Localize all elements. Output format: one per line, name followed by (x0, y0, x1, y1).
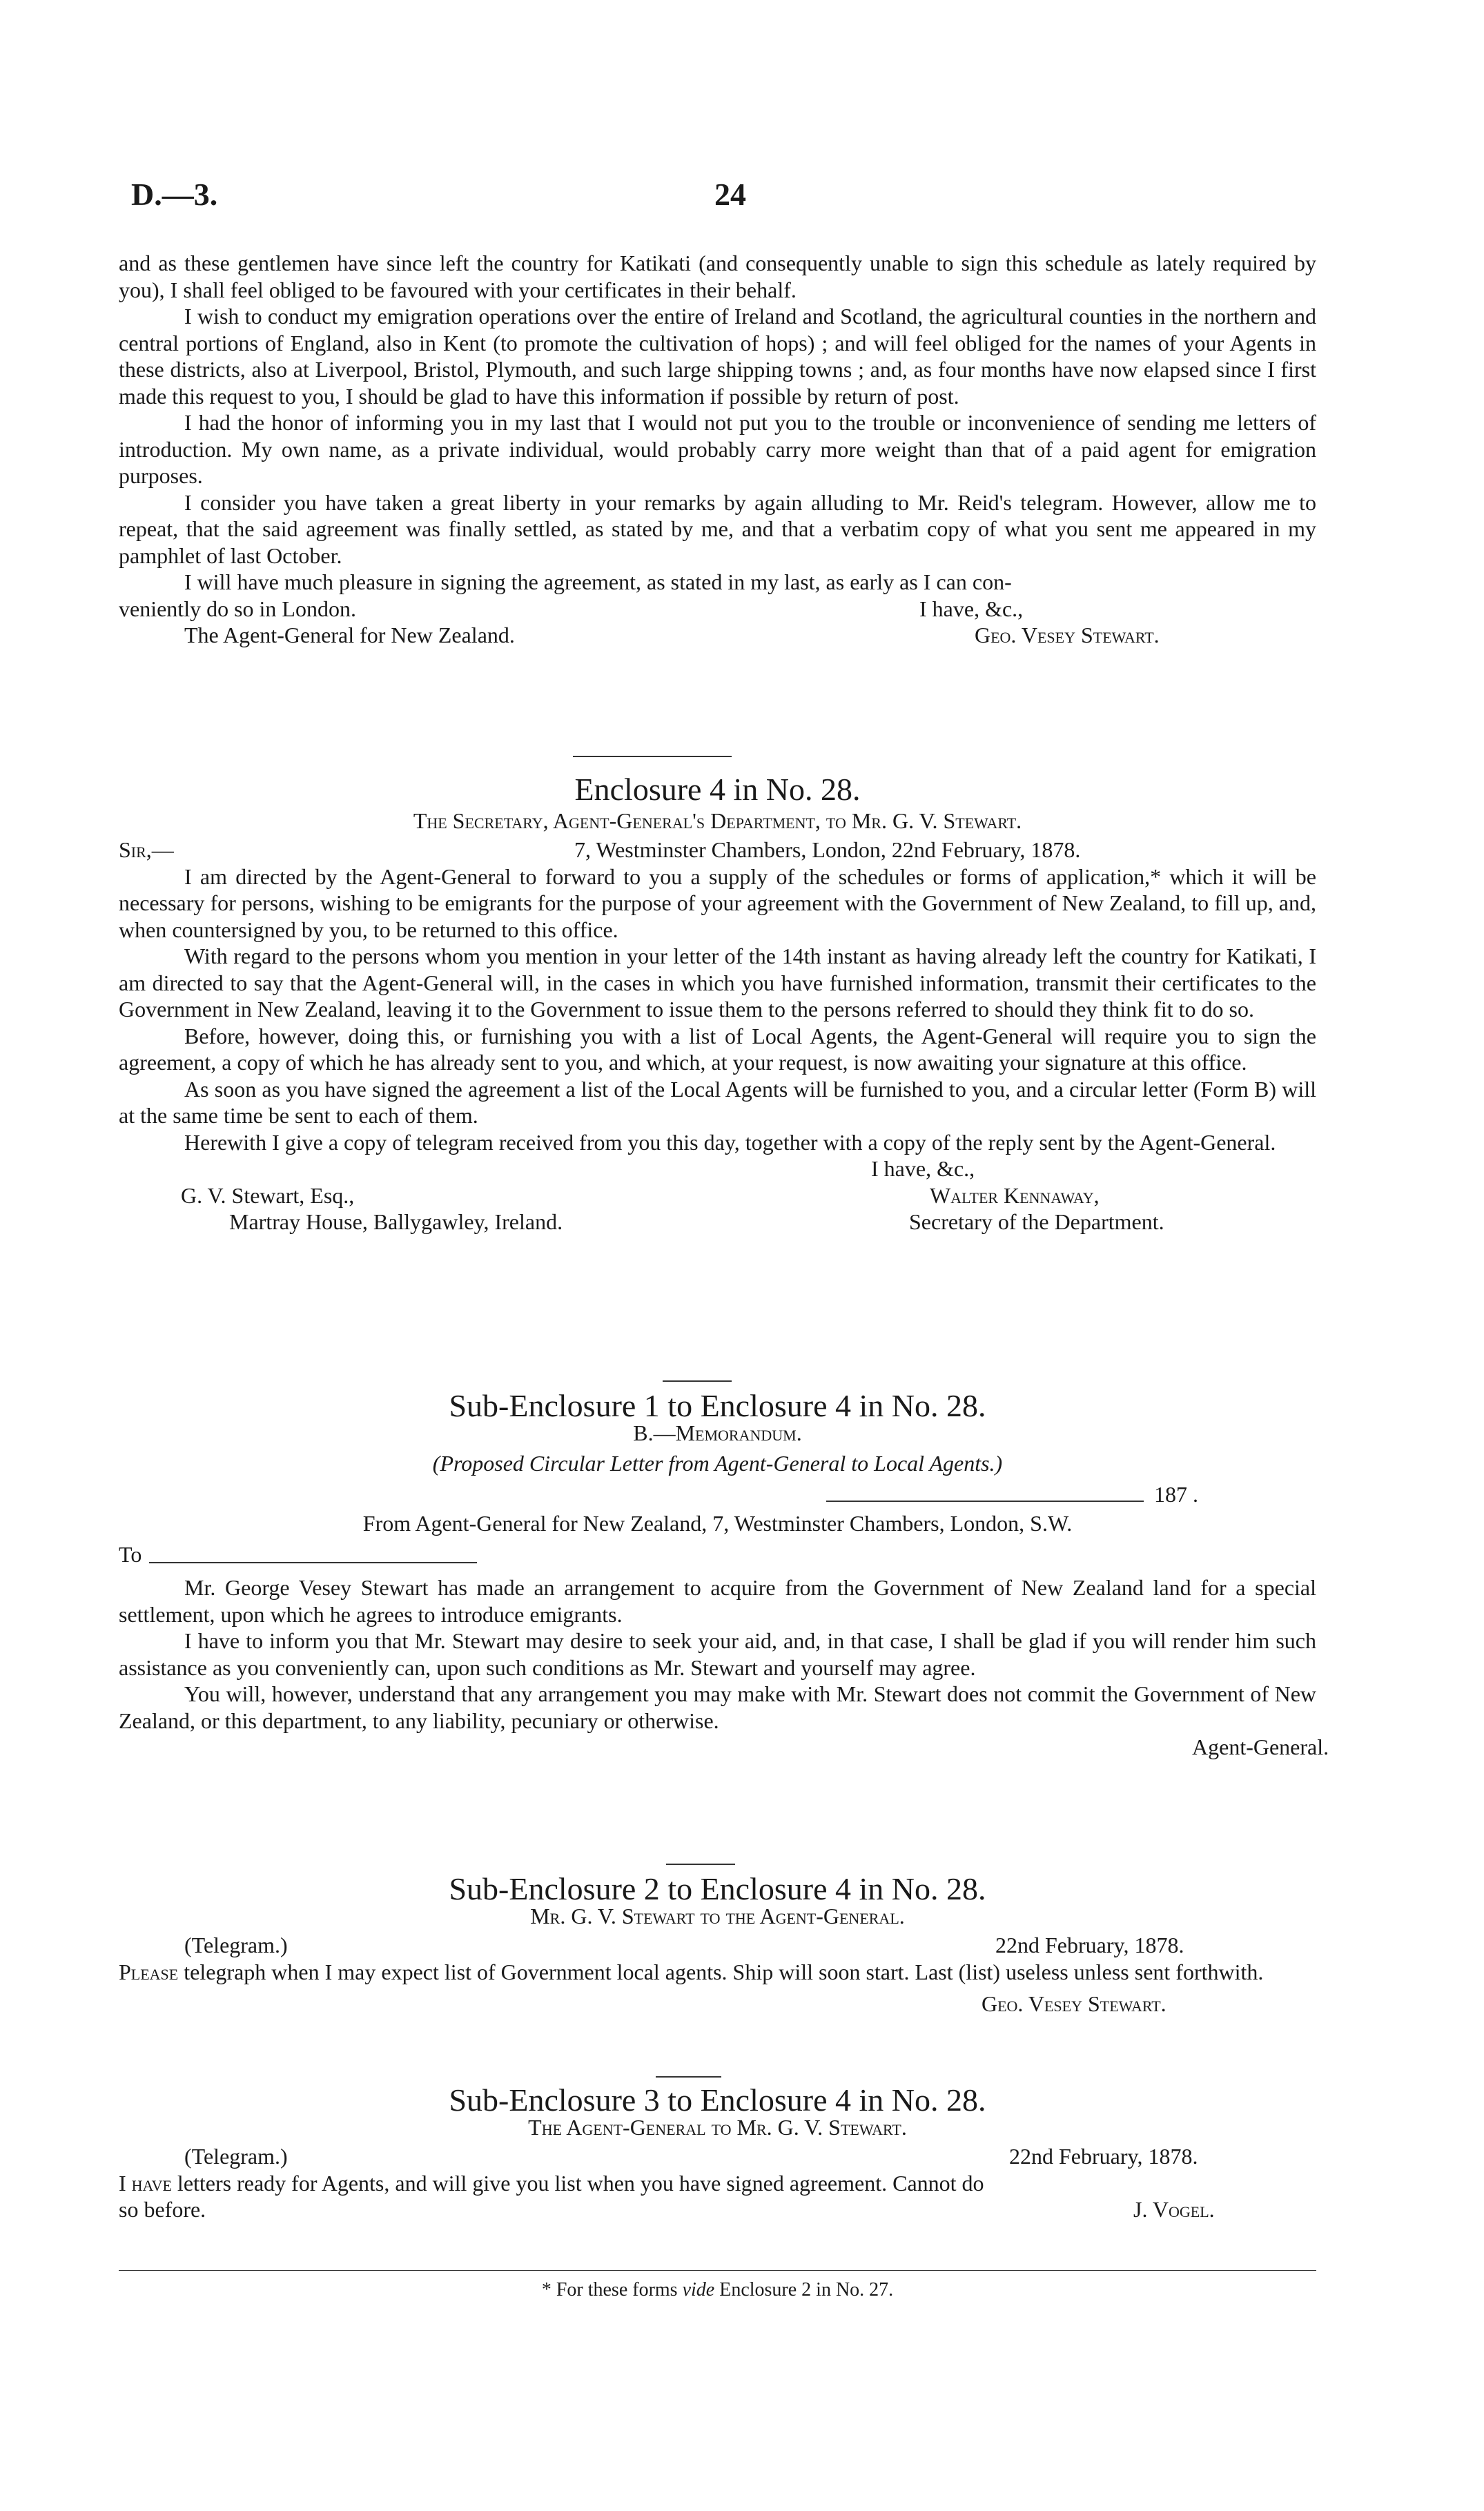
telegram-row (119, 1932, 1316, 1959)
section-title: Sub-Enclosure 2 to Enclosure 4 in No. 28. (449, 1871, 986, 1906)
signer-name: Walter Kennaway, (930, 1182, 1100, 1208)
sub-enclosure-2 (119, 1871, 1316, 2017)
signature-row (119, 1991, 1316, 2017)
sub-enclosure-1 (119, 1388, 1329, 1761)
date-blank-line (826, 1501, 1144, 1502)
telegram-label: (Telegram.) (184, 2144, 288, 2169)
paragraph: I will have much pleasure in signing the agreement, as stated in my last, as early as I can con- (184, 569, 1012, 594)
divider (666, 1864, 735, 1865)
telegram-body (119, 2170, 1316, 2197)
paragraph: I had the honor of informing you in my last that I would not put you to the trouble or inconvenience of sending me letters of introduction. My own name, as a private individual, would probably carry more weight than that of a paid agent for emigration purposes. (119, 410, 1316, 488)
section-title: Enclosure 4 in No. 28. (574, 772, 861, 807)
divider (656, 2076, 721, 2078)
signature: Agent-General. (1192, 1735, 1329, 1759)
document-reference: D.—3. (131, 177, 218, 212)
closing: I have, &c., (919, 596, 1024, 621)
signature: Geo. Vesey Stewart. (975, 623, 1160, 647)
telegram-text-end: so before. (119, 2197, 206, 2222)
footnote-prefix: * For these forms (541, 2279, 678, 2300)
addressee-address: Martray House, Ballygawley, Ireland. (229, 1209, 563, 1234)
salutation: Sir,— (119, 837, 174, 862)
closing-row (119, 1155, 1316, 1182)
signature: Geo. Vesey Stewart. (982, 1991, 1166, 2016)
section-title: Sub-Enclosure 3 to Enclosure 4 in No. 28. (449, 2082, 986, 2118)
to-label: To (119, 1541, 142, 1567)
salutation-row (119, 837, 1316, 863)
paragraph: I consider you have taken a great liberty in your remarks by again alluding to Mr. Reid's telegram. However, allow me to repeat, that the said agreement was finally settled, as stated by me, and that a verbatim copy of what you sent me appeared in my pamphlet of last October. (119, 489, 1316, 568)
date-blank: 187 . (1154, 1481, 1198, 1507)
paragraph: With regard to the persons whom you mention in your letter of the 14th instant as having already left the country for Katikati, I am directed to say that the Agent-General will, in the cases in which you have furnished information, transmit their certificates to the Government in New Zealand, leaving it to the Government to issue them to the persons referred to should they think fit to do so. (119, 944, 1316, 1022)
divider (573, 756, 732, 757)
address-row (119, 1209, 1316, 1235)
first-word: Please (119, 1959, 179, 1984)
to-row (119, 1541, 1316, 1568)
paragraph-end: veniently do so in London. (119, 596, 356, 621)
page-number: 24 (714, 177, 746, 212)
section-subtitle: B.—Memorandum. (633, 1420, 802, 1445)
divider (663, 1380, 732, 1382)
paragraph: Mr. George Vesey Stewart has made an arrangement to acquire from the Government of New Zealand land for a special settlement, upon which he agrees to introduce emigrants. (119, 1575, 1316, 1627)
telegram-body (119, 1959, 1316, 1986)
dateline: 7, Westminster Chambers, London, 22nd February, 1878. (574, 837, 1081, 862)
section-subtitle: Mr. G. V. Stewart to the Agent-General. (530, 1903, 905, 1928)
first-word: I have (119, 2170, 172, 2196)
section-subtitle: The Agent-General to Mr. G. V. Stewart. (528, 2114, 907, 2140)
signer-title: Secretary of the Department. (909, 1209, 1164, 1234)
telegram-date: 22nd February, 1878. (995, 1933, 1184, 1957)
signature-row (119, 1182, 1316, 1209)
telegram-label: (Telegram.) (184, 1933, 288, 1957)
signature: J. Vogel. (1133, 2197, 1215, 2222)
signature-row (119, 1734, 1329, 1761)
footnote-suffix: Enclosure 2 in No. 27. (719, 2279, 894, 2300)
paragraph: Before, however, doing this, or furnishing you with a list of Local Agents, the Agent-General will require you to sign the agreement, a copy of which he has already sent to you, and which, at your request, is now awaiting your signature at this office. (119, 1023, 1316, 1075)
telegram-date: 22nd February, 1878. (1009, 2144, 1198, 2169)
paragraph: I have to inform you that Mr. Stewart may desire to seek your aid, and, in that case, I shall be glad if you will render him such assistance as you conveniently can, upon such conditions as Mr. Stewart and yourself may agree. (119, 1628, 1316, 1680)
footnote (119, 2279, 1316, 2301)
section-subtitle: The Secretary, Agent-General's Department, to Mr. G. V. Stewart. (413, 808, 1022, 833)
page-header (131, 176, 1305, 217)
footnote-rule (119, 2270, 1316, 2271)
from-line: From Agent-General for New Zealand, 7, Westminster Chambers, London, S.W. (362, 1511, 1073, 1536)
paragraph: Herewith I give a copy of telegram received from you this day, together with a copy of the reply sent by the Agent-General. (184, 1129, 1276, 1155)
telegram-text: letters ready for Agents, and will give you list when you have signed agreement. Cannot do (177, 2170, 984, 2196)
telegram-row (119, 2143, 1316, 2170)
paragraph: You will, however, understand that any arrangement you may make with Mr. Stewart does not commit the Government of New Zealand, or this department, to any liability, pecuniary or otherwise. (119, 1681, 1316, 1733)
to-blank-line (149, 1562, 477, 1563)
paragraph: I am directed by the Agent-General to forward to you a supply of the schedules or forms of application,* which it will be necessary for persons, wishing to be emigrants for the purpose of your agreement with the Government of New Zealand, to fill up, and, when countersigned by you, to be returned to this office. (119, 863, 1316, 942)
closing-row (119, 596, 1316, 623)
paragraph: I wish to conduct my emigration operations over the entire of Ireland and Scotland, the agricultural counties in the northern and central portions of England, also in Kent (to promote the cultivation of hops) ; and will feel obliged for the names of your Agents in these districts, also at Liverpool, Bristol, Plymouth, and such large shipping towns ; and, as four months have now elapsed since I first made this request to you, I should be glad to have this information if possible by return of post. (119, 304, 1316, 409)
addressee: The Agent-General for New Zealand. (184, 623, 515, 647)
paragraph: and as these gentlemen have since left the country for Katikati (and consequently unable to sign this schedule as lately required by you), I shall feel obliged to be favoured with your certificates in their behalf. (119, 251, 1316, 302)
enclosure-4 (119, 772, 1316, 1235)
section-title: Sub-Enclosure 1 to Enclosure 4 in No. 28. (449, 1388, 986, 1423)
sub-enclosure-3 (119, 2082, 1316, 2223)
paragraph: As soon as you have signed the agreement a list of the Local Agents will be furnished to you, and a circular letter (Form B) will at the same time be sent to each of them. (119, 1076, 1316, 1128)
closing: I have, &c., (871, 1156, 975, 1181)
addressee-name: G. V. Stewart, Esq., (181, 1182, 355, 1208)
signature-row (119, 2196, 1316, 2223)
date-blank-row (119, 1481, 1316, 1508)
letter-continuation (119, 250, 1316, 649)
footnote-vide: vide (682, 2279, 715, 2300)
memo-note: (Proposed Circular Letter from Agent-General to Local Agents.) (432, 1451, 1003, 1476)
telegram-text: telegraph when I may expect list of Government local agents. Ship will soon start. Last (list) useless unless sent forthwith. (184, 1959, 1264, 1984)
signature-row (119, 622, 1316, 649)
